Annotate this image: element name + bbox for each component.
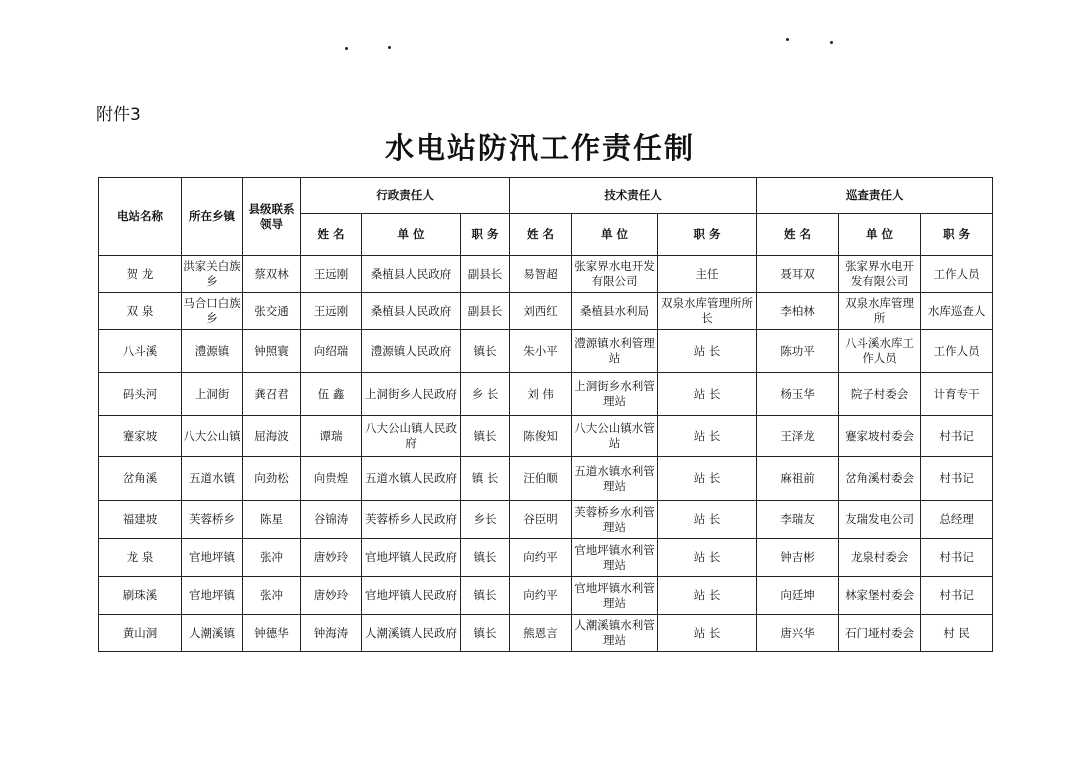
cell-leader: 钟照寰 bbox=[243, 330, 301, 373]
cell-tech-name: 陈俊知 bbox=[510, 416, 572, 457]
cell-admin-unit: 桑植县人民政府 bbox=[362, 256, 461, 293]
cell-patrol-unit: 石门垭村委会 bbox=[839, 615, 921, 652]
scan-speck bbox=[388, 46, 391, 49]
cell-leader: 陈星 bbox=[243, 501, 301, 539]
cell-tech-position: 站 长 bbox=[658, 577, 757, 615]
cell-leader: 屈海波 bbox=[243, 416, 301, 457]
cell-admin-position: 镇长 bbox=[461, 330, 510, 373]
cell-tech-position: 站 长 bbox=[658, 615, 757, 652]
cell-township: 洪家关白族乡 bbox=[182, 256, 243, 293]
cell-township: 澧源镇 bbox=[182, 330, 243, 373]
scan-speck bbox=[345, 47, 348, 50]
header-admin-position: 职 务 bbox=[461, 214, 510, 256]
cell-leader: 钟德华 bbox=[243, 615, 301, 652]
scan-speck bbox=[830, 41, 833, 44]
cell-tech-unit: 桑植县水利局 bbox=[572, 293, 658, 330]
cell-patrol-position: 计育专干 bbox=[921, 373, 993, 416]
cell-township: 五道水镇 bbox=[182, 457, 243, 501]
cell-patrol-unit: 龙泉村委会 bbox=[839, 539, 921, 577]
cell-station: 福建坡 bbox=[99, 501, 182, 539]
scan-speck bbox=[786, 38, 789, 41]
cell-tech-unit: 上洞街乡水利管理站 bbox=[572, 373, 658, 416]
cell-tech-name: 向约平 bbox=[510, 577, 572, 615]
cell-admin-position: 镇长 bbox=[461, 416, 510, 457]
table-row bbox=[99, 416, 993, 457]
cell-leader: 蔡双林 bbox=[243, 256, 301, 293]
cell-patrol-unit: 张家界水电开发有限公司 bbox=[839, 256, 921, 293]
cell-tech-unit: 五道水镇水利管理站 bbox=[572, 457, 658, 501]
cell-patrol-position: 水库巡查人 bbox=[921, 293, 993, 330]
table-row bbox=[99, 457, 993, 501]
cell-patrol-unit: 双泉水库管理所 bbox=[839, 293, 921, 330]
cell-patrol-unit: 蹇家坡村委会 bbox=[839, 416, 921, 457]
table-row bbox=[99, 577, 993, 615]
cell-admin-name: 钟海涛 bbox=[301, 615, 362, 652]
cell-admin-unit: 官地坪镇人民政府 bbox=[362, 577, 461, 615]
cell-admin-name: 唐妙玲 bbox=[301, 539, 362, 577]
cell-patrol-name: 唐兴华 bbox=[757, 615, 839, 652]
cell-admin-position: 副县长 bbox=[461, 256, 510, 293]
header-patrol-name: 姓 名 bbox=[757, 214, 839, 256]
cell-station: 码头河 bbox=[99, 373, 182, 416]
cell-tech-unit: 人潮溪镇水利管理站 bbox=[572, 615, 658, 652]
cell-patrol-position: 村 民 bbox=[921, 615, 993, 652]
cell-tech-position: 站 长 bbox=[658, 330, 757, 373]
cell-tech-unit: 澧源镇水利管理站 bbox=[572, 330, 658, 373]
cell-leader: 张冲 bbox=[243, 577, 301, 615]
cell-admin-name: 向贵煌 bbox=[301, 457, 362, 501]
cell-station: 黄山洞 bbox=[99, 615, 182, 652]
cell-admin-unit: 芙蓉桥乡人民政府 bbox=[362, 501, 461, 539]
cell-patrol-unit: 岔角溪村委会 bbox=[839, 457, 921, 501]
cell-station: 蹇家坡 bbox=[99, 416, 182, 457]
cell-admin-position: 镇 长 bbox=[461, 457, 510, 501]
cell-patrol-position: 总经理 bbox=[921, 501, 993, 539]
cell-station: 龙 泉 bbox=[99, 539, 182, 577]
header-tech-name: 姓 名 bbox=[510, 214, 572, 256]
cell-admin-position: 镇长 bbox=[461, 539, 510, 577]
cell-tech-position: 站 长 bbox=[658, 416, 757, 457]
cell-station: 刷珠溪 bbox=[99, 577, 182, 615]
cell-admin-name: 王远刚 bbox=[301, 256, 362, 293]
cell-patrol-position: 村书记 bbox=[921, 539, 993, 577]
cell-admin-unit: 桑植县人民政府 bbox=[362, 293, 461, 330]
cell-tech-position: 站 长 bbox=[658, 501, 757, 539]
cell-leader: 张冲 bbox=[243, 539, 301, 577]
table-row bbox=[99, 615, 993, 652]
table-row bbox=[99, 330, 993, 373]
table-row bbox=[99, 501, 993, 539]
table-row bbox=[99, 539, 993, 577]
cell-admin-name: 伍 鑫 bbox=[301, 373, 362, 416]
cell-patrol-name: 聂耳双 bbox=[757, 256, 839, 293]
cell-patrol-name: 陈功平 bbox=[757, 330, 839, 373]
cell-patrol-position: 村书记 bbox=[921, 457, 993, 501]
table-row bbox=[99, 293, 993, 330]
cell-patrol-name: 李瑞友 bbox=[757, 501, 839, 539]
cell-admin-unit: 人潮溪镇人民政府 bbox=[362, 615, 461, 652]
header-county-leader: 县级联系领导 bbox=[243, 178, 301, 256]
header-admin-unit: 单 位 bbox=[362, 214, 461, 256]
attachment-label: 附件3 bbox=[96, 105, 141, 125]
cell-tech-position: 双泉水库管理所所长 bbox=[658, 293, 757, 330]
cell-admin-position: 乡长 bbox=[461, 501, 510, 539]
responsibility-table bbox=[98, 177, 993, 652]
header-admin-group: 行政责任人 bbox=[301, 178, 510, 214]
cell-patrol-unit: 友瑞发电公司 bbox=[839, 501, 921, 539]
cell-tech-name: 谷臣明 bbox=[510, 501, 572, 539]
document-title: 水电站防汛工作责任制 bbox=[384, 131, 695, 165]
table-row bbox=[99, 256, 993, 293]
cell-station: 贺 龙 bbox=[99, 256, 182, 293]
cell-tech-position: 主任 bbox=[658, 256, 757, 293]
cell-admin-unit: 上洞街乡人民政府 bbox=[362, 373, 461, 416]
cell-admin-position: 镇长 bbox=[461, 577, 510, 615]
cell-tech-unit: 官地坪镇水利管理站 bbox=[572, 539, 658, 577]
cell-tech-name: 易智超 bbox=[510, 256, 572, 293]
cell-tech-name: 汪伯顺 bbox=[510, 457, 572, 501]
cell-station: 八斗溪 bbox=[99, 330, 182, 373]
cell-tech-unit: 张家界水电开发有限公司 bbox=[572, 256, 658, 293]
cell-township: 八大公山镇 bbox=[182, 416, 243, 457]
cell-patrol-position: 工作人员 bbox=[921, 330, 993, 373]
header-tech-group: 技术责任人 bbox=[510, 178, 757, 214]
cell-leader: 龚召君 bbox=[243, 373, 301, 416]
cell-tech-name: 刘西红 bbox=[510, 293, 572, 330]
cell-admin-name: 向绍瑞 bbox=[301, 330, 362, 373]
cell-patrol-position: 村书记 bbox=[921, 416, 993, 457]
header-township: 所在乡镇 bbox=[182, 178, 243, 256]
cell-tech-unit: 八大公山镇水管站 bbox=[572, 416, 658, 457]
cell-tech-name: 向约平 bbox=[510, 539, 572, 577]
cell-tech-name: 朱小平 bbox=[510, 330, 572, 373]
header-tech-position: 职 务 bbox=[658, 214, 757, 256]
cell-township: 上洞街 bbox=[182, 373, 243, 416]
table-row bbox=[99, 373, 993, 416]
cell-patrol-position: 工作人员 bbox=[921, 256, 993, 293]
cell-tech-name: 刘 伟 bbox=[510, 373, 572, 416]
cell-township: 官地坪镇 bbox=[182, 539, 243, 577]
cell-patrol-name: 李柏林 bbox=[757, 293, 839, 330]
header-patrol-group: 巡查责任人 bbox=[757, 178, 993, 214]
cell-leader: 向劲松 bbox=[243, 457, 301, 501]
cell-tech-unit: 芙蓉桥乡水利管理站 bbox=[572, 501, 658, 539]
header-patrol-position: 职 务 bbox=[921, 214, 993, 256]
cell-patrol-name: 向廷坤 bbox=[757, 577, 839, 615]
header-station: 电站名称 bbox=[99, 178, 182, 256]
cell-tech-name: 熊恩言 bbox=[510, 615, 572, 652]
cell-admin-position: 镇长 bbox=[461, 615, 510, 652]
cell-township: 官地坪镇 bbox=[182, 577, 243, 615]
cell-admin-unit: 官地坪镇人民政府 bbox=[362, 539, 461, 577]
cell-admin-unit: 澧源镇人民政府 bbox=[362, 330, 461, 373]
cell-patrol-name: 王泽龙 bbox=[757, 416, 839, 457]
cell-station: 岔角溪 bbox=[99, 457, 182, 501]
cell-patrol-position: 村书记 bbox=[921, 577, 993, 615]
cell-patrol-unit: 八斗溪水库工作人员 bbox=[839, 330, 921, 373]
cell-admin-unit: 五道水镇人民政府 bbox=[362, 457, 461, 501]
cell-admin-name: 王远刚 bbox=[301, 293, 362, 330]
cell-leader: 张交通 bbox=[243, 293, 301, 330]
cell-tech-unit: 官地坪镇水利管理站 bbox=[572, 577, 658, 615]
cell-patrol-unit: 林家堡村委会 bbox=[839, 577, 921, 615]
cell-patrol-name: 杨玉华 bbox=[757, 373, 839, 416]
header-tech-unit: 单 位 bbox=[572, 214, 658, 256]
cell-township: 人潮溪镇 bbox=[182, 615, 243, 652]
cell-admin-name: 谷锦涛 bbox=[301, 501, 362, 539]
cell-patrol-name: 麻祖前 bbox=[757, 457, 839, 501]
cell-tech-position: 站 长 bbox=[658, 457, 757, 501]
cell-admin-name: 唐妙玲 bbox=[301, 577, 362, 615]
cell-station: 双 泉 bbox=[99, 293, 182, 330]
header-admin-name: 姓 名 bbox=[301, 214, 362, 256]
cell-township: 马合口白族乡 bbox=[182, 293, 243, 330]
cell-admin-name: 谭瑞 bbox=[301, 416, 362, 457]
cell-admin-position: 乡 长 bbox=[461, 373, 510, 416]
cell-tech-position: 站 长 bbox=[658, 539, 757, 577]
cell-patrol-unit: 院子村委会 bbox=[839, 373, 921, 416]
cell-township: 芙蓉桥乡 bbox=[182, 501, 243, 539]
cell-admin-position: 副县长 bbox=[461, 293, 510, 330]
header-patrol-unit: 单 位 bbox=[839, 214, 921, 256]
cell-tech-position: 站 长 bbox=[658, 373, 757, 416]
cell-patrol-name: 钟吉彬 bbox=[757, 539, 839, 577]
cell-admin-unit: 八大公山镇人民政府 bbox=[362, 416, 461, 457]
